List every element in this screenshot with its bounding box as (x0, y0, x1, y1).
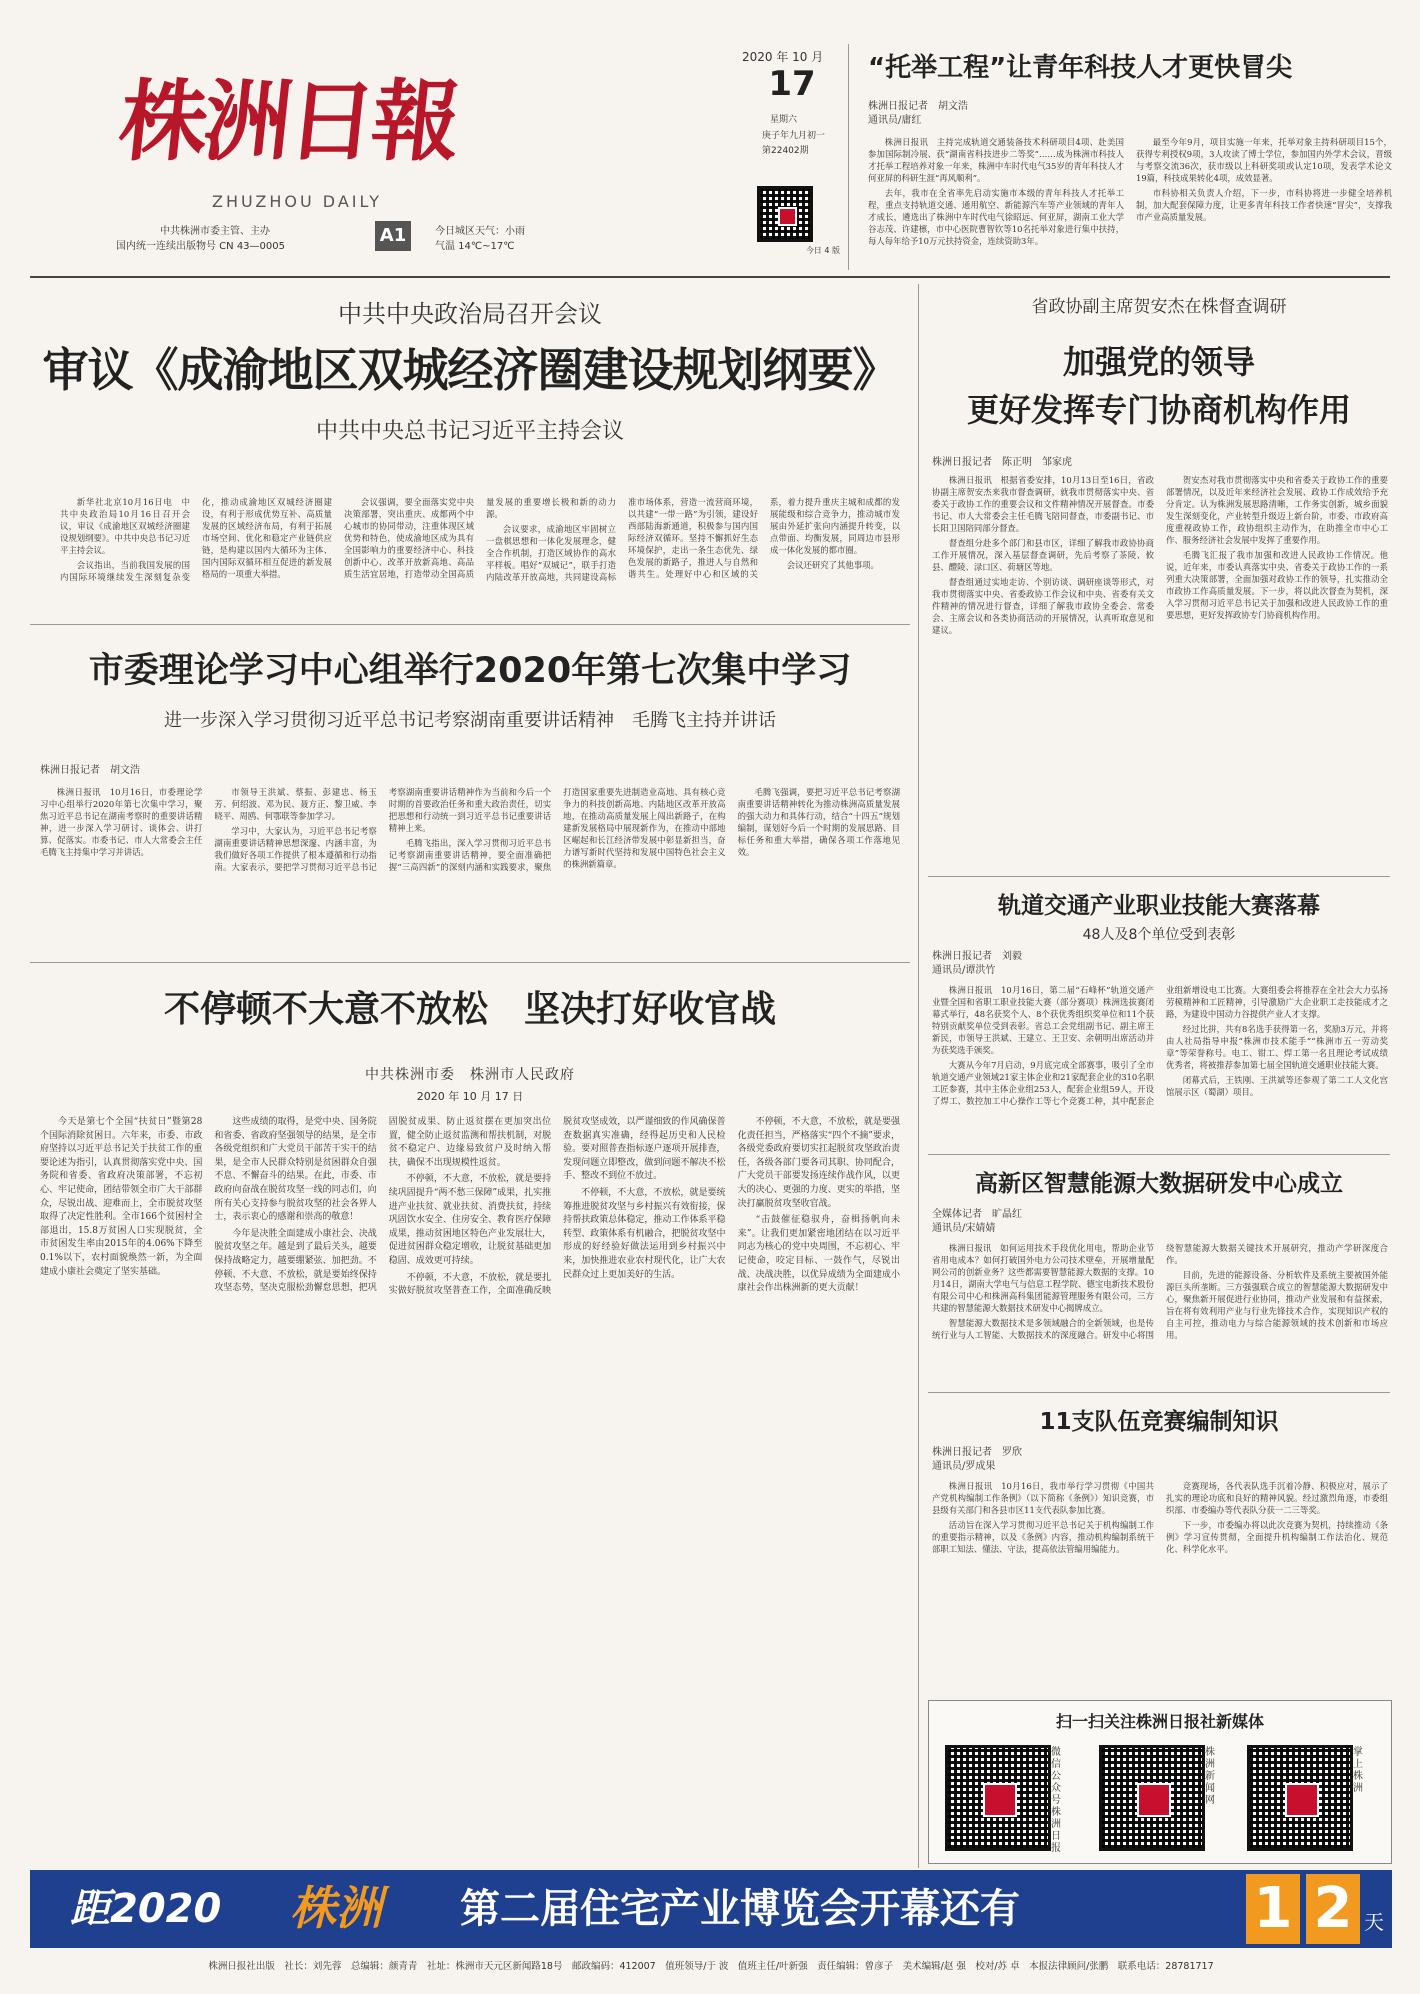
bigdata-headline: 高新区智慧能源大数据研发中心成立 (975, 1171, 1343, 1197)
bigdata-byline: 全媒体记者 旷晶红 (932, 1209, 1022, 1220)
temperature: 气温 14℃~17℃ (435, 241, 515, 252)
qr-code-mobile-app[interactable] (1247, 1745, 1353, 1851)
lead-paragraph: 会议要求，成渝地区牢固树立一盘棋思想和一体化发展理念，健全合作机制，打造区域协作的高水平样板。唱好“双城记”，联手打造内陆改革开放高地，共同建设高标准市场体系，营造一流营商环境，以共建“一带一路”为引领，建设好西部陆海新通道，积极参与国内国际经济双循环。坚持不懈抓好生态环境保护，走出一条生态优先、绿色发展的新路子，推进人与自然和谐共生。处理好中心和区域的关系，着力提升重庆主城和成都的发展能级和综合竞争力，推动城市发展由外延扩张向内涵提升转变，以点带面、均衡发展，同周边市县形成一体化发展的都市圈。 (486, 497, 900, 582)
qr-label-mobile-app: 掌上株洲 (1353, 1747, 1363, 1794)
editorial-body (40, 1116, 900, 1856)
study-body (40, 786, 900, 954)
knowledge-paragraph: 活动旨在深入学习贯彻习近平总书记关于机构编制工作的重要指示精神，以及《条例》内容，推动机构编制系统干部职工知法、懂法、守法，提高依法管编用编能力。 (932, 1520, 1154, 1554)
expo-countdown-banner (30, 1870, 1392, 1948)
knowledge-byline-2: 通讯员/罗成果 (932, 1461, 996, 1472)
qr-label-wechat: 微信公众号 株洲日报 (1051, 1747, 1061, 1854)
banner-city: 株洲 (290, 1881, 382, 1935)
top-story-byline: 株洲日报记者 胡文浩 (868, 101, 968, 112)
study-paragraph: 学习中，大家认为，习近平总书记考察湖南重要讲话精神思想深邃、内涵丰富，为我们做好各项工作提供了根本遵循和行动指南。大家表示，要把学习贯彻习近平总书记考察湖南重要讲话精神作为当前和今后一个时期的首要政治任务和重大政治责任，切实把思想和行动统一到习近平总书记重要讲话精神上来。 (214, 787, 552, 872)
study-paragraph: 毛腾飞指出，深入学习贯彻习近平总书记考察湖南重要讲话精神，要全面准确把握“三高四新”的深刻内涵和实践要求，聚焦打造国家重要先进制造业高地、具有核心竞争力的科技创新高地、内陆地区改革开放高地，在推动高质量发展上闯出新路子，在构建新发展格局中展现新作为，在推动中部地区崛起和长江经济带发展中彰显新担当，奋力谱写新时代坚持和发展中国特色社会主义的株洲新篇章。 (388, 787, 726, 872)
skills-paragraph: 大赛从今年7月启动，9月底完成全部赛事，吸引了全市轨道交通产业领域21家主体企业和21家配套企业的310名职工匠参赛，其中主体企业组253人，配套企业组59人，开设了焊工、数控加工中心操作工等七个竞赛工种，其中配套企业组新增设电工比赛。大赛组委会将推荐在全社会大力弘扬劳模精神和工匠精神，引导激励广大企业职工走技能成才之路，为建设中国动力谷提供产业人才支撑。 (932, 985, 1388, 1106)
top-story (864, 44, 1392, 272)
qr-code-wechat[interactable] (945, 1745, 1051, 1851)
footer-imprint: 株洲日报社出版 社长：刘先蓉 总编辑：颜青青 社址：株洲市天元区新闻路18号 邮政编码：412007 值班领导/于 波 值班主任/叶新强 责任编辑：曾彦子 美术编辑/赵 强 校对/苏 卓 本报法律顾问/张鹏 联系电话：28781717 (208, 1961, 1214, 1972)
skills-paragraph: 株洲日报讯 10月16日，第二届“石峰杯”轨道交通产业暨全国和省职工职业技能大赛（部分赛项）株洲选拔赛闭幕式举行，48名获奖个人、8个获优秀组织奖单位和11个获特别贡献奖单位受到表彰。省总工会党组副书记、副主席王新民，市领导王洪斌、王建立、王卫安、余朝明出席活动并为获奖选手颁奖。 (932, 985, 1154, 1055)
top-story-byline-2: 通讯员/庸红 (868, 115, 922, 126)
cppcc-paragraph: 毛腾飞汇报了我市加强和改进人民政协工作情况。他说，近年来，市委认真落实中央、省委关于政协工作的一系列重大决策部署，全面加强对政协工作的领导，扎实推动全市政协工作高质量发展。下一步，将以此次督查为契机，深入学习贯彻习近平总书记关于加强和改进人民政协工作的重要思想，更好发挥政协专门协商机构作用。 (1166, 550, 1388, 620)
newspaper-logo: 株洲日報 (114, 69, 462, 173)
date-day: 17 (768, 64, 816, 104)
editorial-headline: 不停顿不大意不放松 坚决打好收官战 (163, 989, 776, 1030)
bigdata-byline-2: 通讯员/宋婧婧 (932, 1223, 996, 1234)
banner-prefix: 距2020 (70, 1886, 222, 1932)
knowledge-paragraph: 下一步，市委编办将以此次竞赛为契机，持续推动《条例》学习宣传贯彻，全面提升机构编制工作法治化、规范化、科学化水平。 (1166, 1520, 1388, 1554)
qr-code-news-site[interactable] (1099, 1745, 1205, 1851)
skills-headline: 轨道交通产业职业技能大赛落幕 (998, 893, 1320, 919)
qr-label-news-site: 株洲新闻网 (1205, 1747, 1215, 1806)
masthead-qr-code (757, 186, 813, 242)
lead-headline: 审议《成渝地区双城经济圈建设规划纲要》 (42, 343, 898, 397)
lead-paragraph: 会议指出，当前我国发展的国内国际环境继续发生深刻复杂变化，推动成渝地区双城经济圈建设，有利于形成优势互补、高质量发展的区域经济布局，有利于拓展市场空间、优化和稳定产业链供应链，是构建以国内大循环为主体、国内国际双循环相互促进的新发展格局的一项重大举措。 (60, 497, 332, 582)
bigdata-story (928, 1158, 1390, 1388)
editorial-paragraph: 今年是决胜全面建成小康社会、决战脱贫攻坚之年。越是到了最后关头，越要保持战略定力，越要绷紧弦、加把劲。不停顿、不大意、不放松，就是要始终保持攻坚态势，坚决克服松劲懈怠思想，把巩固脱贫成果、防止返贫摆在更加突出位置，健全防止返贫监测和帮扶机制，对脱贫不稳定户、边缘易致贫户及时纳入帮扶，确保不出现规模性返贫。 (214, 1117, 552, 1294)
knowledge-story (928, 1396, 1390, 1696)
editorial-date: 2020 年 10 月 17 日 (416, 1090, 524, 1103)
cn-number: 国内统一连续出版物号 CN 43—0005 (116, 241, 285, 252)
study-headline: 市委理论学习中心组举行2020年第七次集中学习 (88, 651, 852, 691)
skills-byline-2: 通讯员/谭洪竹 (932, 965, 996, 976)
editorial-paragraph: “击鼓催征稳驭舟，奋楫扬帆向未来”。让我们更加紧密地团结在以习近平同志为核心的党中央周围，不忘初心、牢记使命，咬定目标、一鼓作气，尽锐出战、决战决胜，以优异成绩为全面建成小康社会作出株洲新的更大贡献！ (737, 1215, 900, 1294)
cppcc-headline-line-2: 更好发挥专门协商机构作用 (966, 391, 1351, 429)
knowledge-body (932, 1480, 1388, 1690)
editorial-paragraph: 今天是第七个全国“扶贫日”暨第28个国际消除贫困日。六年来，市委、市政府坚持以习近平总书记关于扶贫工作的重要论述为指引，认真贯彻落实党中央、国务院和省委、省政府决策部署，不忘初心、牢记使命，团结带领全市广大干部群众，尽锐出战、迎难而上，全市脱贫攻坚取得了决定性胜利。全市166个贫困村全部退出，15.8万贫困人口实现脱贫，全市贫困发生率由2015年的4.06%下降至0.1%以下，农村面貌焕然一新，为全面建成小康社会奠定了坚实基础。 (40, 1117, 203, 1277)
top-story-headline: “托举工程”让青年科技人才更快冒尖 (868, 53, 1293, 83)
cppcc-story (928, 284, 1390, 904)
skills-story (928, 880, 1390, 1150)
newspaper-pinyin: ZHUZHOU DAILY (212, 192, 383, 211)
editorial-paragraph: 不停顿，不大意，不放松，就是要扎实做好脱贫攻坚普查工作，全面准确反映脱贫攻坚成效，以严谨细致的作风确保普查数据真实准确，经得起历史和人民检验。要对照普查指标逐户逐项开展排查，发现问题立即整改，做到问题不解决不松手、整改不到位不放过。 (388, 1117, 726, 1297)
skills-byline: 株洲日报记者 刘毅 (932, 951, 1022, 962)
bigdata-paragraph: 智慧能源大数据技术是多领域融合的全新领域，也是传统行业与人工智能、大数据技术的深度融合。研发中心将围绕智慧能源大数据关键技术开展研究，推动产学研深度合作。 (932, 1243, 1388, 1340)
date-year-month: 2020 年 10 月 (742, 50, 824, 64)
page-count: 今日 4 版 (805, 246, 840, 255)
cppcc-byline: 株洲日报记者 陈正明 邹家虎 (932, 457, 1072, 468)
top-story-paragraph: 株洲日报讯 主持完成轨道交通装备技术科研项目4项、赴美国参加国际制冷展、获“湖南省科技进步二等奖”……成为株洲市科技人才托举工程培养对象一年来，株洲中车时代电气35岁的青年科技人才何亚屏的科研生涯“再风顺利”。 (868, 137, 1124, 183)
cppcc-paragraph: 株洲日报讯 根据省委安排，10月13日至16日，省政协副主席贺安杰来我市督查调研，就我市贯彻落实中央、省委关于政协工作的重要会议和文件精神情况开展督查。市委书记、市人大常委会主任毛腾飞陪同督查，市委副书记、市长阳卫国陪同部分督查。 (932, 475, 1154, 533)
skills-paragraph: 经过比拼，共有8名选手获得第一名，奖励3万元，并将由人社局指导申报“株洲市技术能手”“株洲市五一劳动奖章”等荣誉称号。电工、钳工、焊工第一名且理论考试成绩优秀者，将被推荐参加第七届全国轨道交通职业技能大赛。 (1166, 1024, 1388, 1070)
bigdata-paragraph: 株洲日报讯 如何运用技术手段优化用电，帮助企业节省用电成本？如何打破国外电力公司技术壁垒，开展增量配网公司的创新业务？这些都需要智慧能源大数据的支撑。10月14日，湖南大学电气与信息工程学院、德宝电新技术股份有限公司中心和株洲高科集团能源管理服务有限公司，三方共建的智慧能源大数据技术研发中心揭牌成立。 (932, 1243, 1154, 1313)
top-story-paragraph: 市科协相关负责人介绍，下一步，市科协将进一步健全培养机制，加大配套保障力度，让更多青年科技工作者快速“冒尖”，支撑我市产业高质量发展。 (1136, 188, 1392, 222)
skills-body (932, 984, 1388, 1146)
study-paragraph: 株洲日报讯 10月16日，市委理论学习中心组举行2020年第七次集中学习，聚焦习近平总书记在湖南考察时的重要讲话精神，进一步深入学习研讨、谈体会、讲打算、促落实。市委书记、市人大常委会主任毛腾飞主持集中学习并讲话。 (40, 787, 203, 857)
editorial-paragraph: 这些成绩的取得，是党中央、国务院和省委、省政府坚强领导的结果，是全市各级党组织和广大党员干部苦干实干的结果，是全市人民群众特别是贫困群众自强不息、不懈奋斗的结果。在此，市委、市政府向奋战在脱贫攻坚一线的同志们，向所有关心支持参与脱贫攻坚的社会各界人士，表示衷心的感谢和崇高的敬意！ (214, 1117, 377, 1223)
sponsor-line: 中共株洲市委主管、主办 (160, 226, 270, 237)
lunar-date: 庚子年九月初一 (762, 131, 826, 141)
editorial-paragraph: 不停顿，不大意，不放松，就是要统筹推进脱贫攻坚与乡村振兴有效衔接，保持帮扶政策总体稳定，推动工作体系平稳转型、政策体系有机融合，把脱贫攻坚中形成的好经验好做法运用到乡村振兴中来，加快推进农业农村现代化，让广大农民群众过上更加美好的生活。 (563, 1187, 726, 1280)
weather: 今日城区天气：小雨 (435, 226, 525, 237)
banner-suffix: 天 (1364, 1910, 1384, 1934)
editorial-source: 中共株洲市委 株洲市人民政府 (365, 1067, 575, 1083)
knowledge-paragraph: 竞赛现场，各代表队选手沉着冷静、积极应对，展示了扎实的理论功底和良好的精神风貌。经过激烈角逐，市委组织部、市委编办等代表队分获一二三等奖。 (1166, 1481, 1388, 1515)
cppcc-paragraph: 贺安杰对我市贯彻落实中央和省委关于政协工作的重要部署情况，以及近年来经济社会发展、政协工作成效给予充分肯定。认为株洲发展思路清晰，工作务实创新，城乡面貌发生深刻变化，产业转型升级迈上新台阶，市委、市政府高度重视政协工作，政协组织主动作为，在助推全市中心工作、服务经济社会发展中发挥了重要作用。 (1166, 475, 1388, 545)
banner-days-digit-2: 2 (1306, 1874, 1360, 1944)
weekday: 星期六 (770, 115, 798, 125)
issue-number: 第22402期 (762, 146, 809, 156)
lead-body (60, 496, 900, 614)
knowledge-byline: 株洲日报记者 罗欣 (932, 1447, 1022, 1458)
banner-event-name: 第二届住宅产业博览会开幕还有 (460, 1886, 1020, 1932)
bigdata-paragraph: 目前，先进的能源设备、分析软件及系统主要被国外能源巨头所垄断。三方强强联合成立的智慧能源大数据研发中心，聚焦新开展促进行业协同，推动产业发展和有益探索，旨在将有效利用产业与行业先锋技术合作，实现知识产权的自主可控，推动电力与综合能源领域的技术创新和市场应用。 (1166, 1270, 1388, 1340)
cppcc-paragraph: 督查组通过实地走访、个别访谈、调研座谈等形式，对我市贯彻落实中央、省委政协工作会议和中央、省委有关文件精神的情况进行督查，详细了解我市政协全委会、常委会、主席会议和各类协商活动的开展情况，认真听取意见和建议。 (932, 577, 1154, 635)
lead-paragraph: 会议强调，要全面落实党中央决策部署，突出重庆、成都两个中心城市的协同带动，注重体现区域优势和特色，使成渝地区成为具有全国影响力的重要经济中心、科技创新中心、改革开放新高地、高品质生活宜居地，打造带动全国高质量发展的重要增长极和新的动力源。 (344, 497, 616, 579)
editorial (30, 968, 910, 1868)
editorial-paragraph: 不停顿，不大意，不放松，就是要强化责任担当，严格落实“四个不摘”要求，各级党委政府要切实扛起脱贫攻坚政治责任，各级各部门要各司其职、协同配合，广大党员干部要发扬连续作战作风，以更大的决心、更强的力度、更实的举措，坚决打赢脱贫攻坚收官战。 (737, 1117, 900, 1209)
knowledge-headline: 11支队伍竞赛编制知识 (1039, 1409, 1279, 1435)
study-paragraph: 市领导王洪斌、蔡振、彭建忠、杨玉芳、何绍波、邓为民、聂方正、黎卫威、李晓平、周鸥、何鄂联等参加学习。 (214, 787, 377, 821)
lead-paragraph: 新华社北京10月16日电 中共中央政治局10月16日召开会议，审议《成渝地区双城经济圈建设规划纲要》。中共中央总书记习近平主持会议。 (60, 497, 190, 555)
qr-section-title: 扫一扫关注株洲日报社新媒体 (1055, 1712, 1264, 1731)
top-story-paragraph: 去年，我市在全省率先启动实施市本级的青年科技人才托举工程，重点支持轨道交通、通用航空、新能源汽车等产业领域的青年人才成长，遴选出了株洲中车时代电气徐昭远、何亚屏，湖南工业大学谷志茂、许建檩，市中心医院曹智钦等10名托举对象进行集中扶持，每人每年给予10万元扶持资金，连续资助3年。 (868, 188, 1124, 246)
cppcc-paragraph: 督查组分赴多个部门和县市区，详细了解我市政协协商工作开展情况，深入基层督查调研，先后考察了茶陵、攸县、醴陵、渌口区、荷塘区等地。 (932, 538, 1154, 572)
qr-section (928, 1700, 1392, 1864)
lead-subhead: 中共中央总书记习近平主持会议 (315, 419, 624, 444)
cppcc-headline-line-1: 加强党的领导 (1062, 343, 1255, 381)
study-paragraph: 毛腾飞强调，要把习近平总书记考察湖南重要讲话精神转化为推动株洲高质量发展的强大动力和具体行动，结合“十四五”规划编制，谋划好今后一个时期的发展思路、目标任务和重大举措，确保各项工作落地见效。 (737, 787, 900, 857)
cppcc-kicker: 省政协副主席贺安杰在株督查调研 (1031, 297, 1287, 317)
study-byline: 株洲日报记者 胡文浩 (40, 765, 140, 776)
top-story-body (868, 136, 1392, 274)
study-subhead: 进一步深入学习贯彻习近平总书记考察湖南重要讲话精神 毛腾飞主持并讲话 (164, 710, 776, 731)
cppcc-body (932, 474, 1388, 894)
lead-paragraph: 会议还研究了其他事项。 (786, 560, 879, 570)
editorial-paragraph: 不停顿，不大意，不放松，就是要持续巩固提升“两不愁三保障”成果，扎实推进产业扶贫、就业扶贫、消费扶贫，持续巩固饮水安全、住房安全、教育医疗保障成果，推动贫困地区特色产业发展壮大，促进贫困群众稳定增收，让脱贫基础更加稳固、成效更可持续。 (388, 1174, 552, 1266)
skills-paragraph: 闭幕式后，王铁刚、王洪斌等还参观了第二工人文化宫馆展示区（蜀湖）项目。 (1166, 1075, 1388, 1097)
knowledge-paragraph: 株洲日报讯 10月16日，我市举行学习贯彻《中国共产党机构编制工作条例》（以下简称《条例》）知识竞赛，市县级有关部门和各县市区11支代表队参加比赛。 (932, 1481, 1154, 1515)
bigdata-body (932, 1242, 1388, 1384)
lead-story (30, 284, 910, 620)
study-story (30, 630, 910, 958)
skills-subhead: 48人及8个单位受到表彰 (1082, 927, 1236, 943)
banner-days-digit-1: 1 (1246, 1874, 1300, 1944)
top-story-paragraph: 最至今年9月，项目实施一年来，托举对象主持科研项目15个，获得专利授权9项，3人攻读了博士学位，参加国内外学术会议，晋级与考察交流36次，获市级以上科研奖项或认定10项，发表学术论文19篇，科技成果转化4项，成效显著。 (1136, 137, 1392, 183)
page-label: A1 (375, 221, 411, 251)
lead-kicker: 中共中央政治局召开会议 (338, 300, 602, 328)
